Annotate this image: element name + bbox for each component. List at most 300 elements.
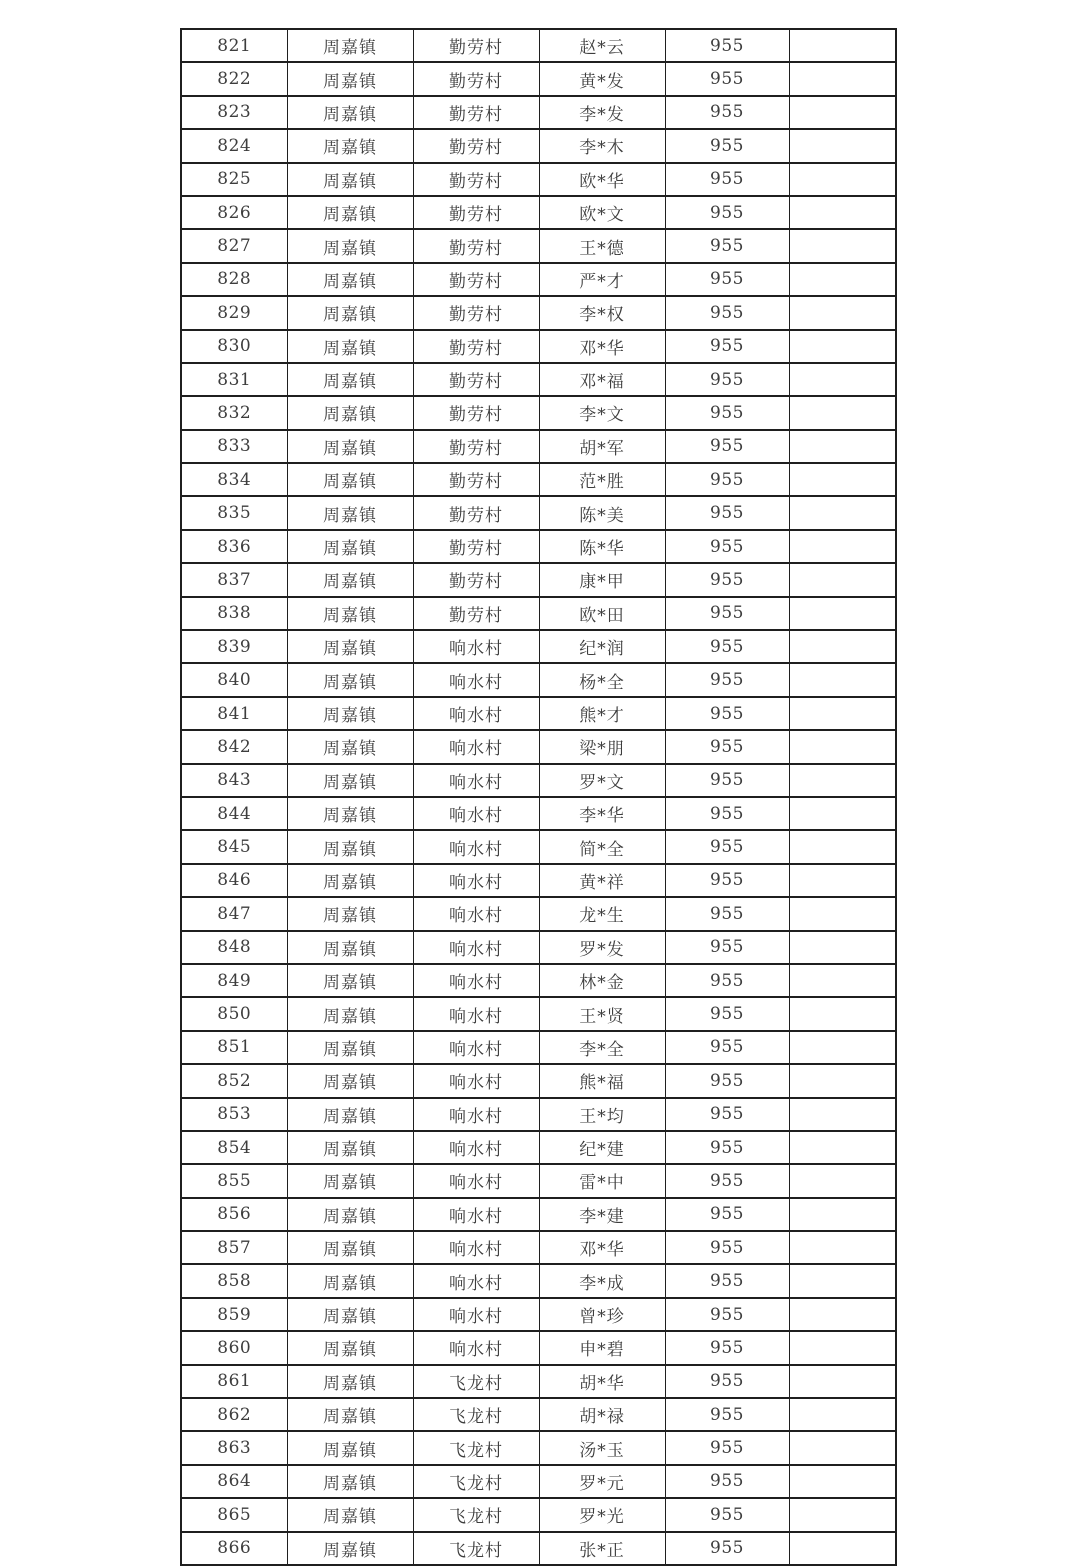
table-row — [181, 330, 896, 363]
cell-empty — [789, 964, 896, 997]
table-row — [181, 563, 896, 596]
cell-masked-name: 李*权 — [539, 296, 665, 329]
table-body — [181, 29, 896, 1565]
cell-village: 响水村 — [413, 864, 539, 897]
cell-serial-number: 826 — [181, 196, 287, 229]
cell-empty — [789, 630, 896, 663]
cell-serial-number: 864 — [181, 1465, 287, 1498]
cell-amount: 955 — [665, 1131, 789, 1164]
cell-amount: 955 — [665, 430, 789, 463]
cell-serial-number: 821 — [181, 29, 287, 62]
cell-serial-number: 854 — [181, 1131, 287, 1164]
table-row — [181, 1465, 896, 1498]
cell-town: 周嘉镇 — [287, 1231, 413, 1264]
cell-village: 飞龙村 — [413, 1532, 539, 1565]
cell-serial-number: 842 — [181, 730, 287, 763]
cell-amount: 955 — [665, 864, 789, 897]
table-row — [181, 1198, 896, 1231]
cell-masked-name: 罗*光 — [539, 1498, 665, 1531]
cell-amount: 955 — [665, 997, 789, 1030]
cell-serial-number: 828 — [181, 263, 287, 296]
cell-empty — [789, 1398, 896, 1431]
cell-village: 飞龙村 — [413, 1465, 539, 1498]
cell-masked-name: 熊*才 — [539, 697, 665, 730]
cell-serial-number: 837 — [181, 563, 287, 596]
cell-amount: 955 — [665, 1365, 789, 1398]
cell-amount: 955 — [665, 1264, 789, 1297]
cell-village: 勤劳村 — [413, 62, 539, 95]
cell-empty — [789, 62, 896, 95]
cell-town: 周嘉镇 — [287, 697, 413, 730]
table-row — [181, 1331, 896, 1364]
cell-town: 周嘉镇 — [287, 196, 413, 229]
cell-amount: 955 — [665, 1331, 789, 1364]
cell-amount: 955 — [665, 163, 789, 196]
cell-masked-name: 欧*文 — [539, 196, 665, 229]
cell-village: 响水村 — [413, 1198, 539, 1231]
cell-empty — [789, 196, 896, 229]
cell-town: 周嘉镇 — [287, 530, 413, 563]
cell-village: 响水村 — [413, 1264, 539, 1297]
cell-masked-name: 王*均 — [539, 1098, 665, 1131]
table-row — [181, 1532, 896, 1565]
cell-town: 周嘉镇 — [287, 1064, 413, 1097]
cell-amount: 955 — [665, 630, 789, 663]
table-row — [181, 730, 896, 763]
cell-village: 响水村 — [413, 897, 539, 930]
cell-masked-name: 李*发 — [539, 96, 665, 129]
cell-amount: 955 — [665, 1431, 789, 1464]
cell-village: 飞龙村 — [413, 1498, 539, 1531]
cell-serial-number: 852 — [181, 1064, 287, 1097]
cell-masked-name: 陈*美 — [539, 496, 665, 529]
cell-empty — [789, 330, 896, 363]
cell-amount: 955 — [665, 29, 789, 62]
cell-empty — [789, 563, 896, 596]
cell-amount: 955 — [665, 1198, 789, 1231]
cell-serial-number: 841 — [181, 697, 287, 730]
cell-empty — [789, 163, 896, 196]
cell-empty — [789, 697, 896, 730]
cell-town: 周嘉镇 — [287, 363, 413, 396]
table-row — [181, 163, 896, 196]
cell-empty — [789, 1231, 896, 1264]
cell-empty — [789, 1498, 896, 1531]
cell-village: 勤劳村 — [413, 530, 539, 563]
table-row — [181, 62, 896, 95]
table-row — [181, 797, 896, 830]
cell-masked-name: 罗*发 — [539, 931, 665, 964]
cell-empty — [789, 864, 896, 897]
cell-serial-number: 832 — [181, 396, 287, 429]
table-row — [181, 1098, 896, 1131]
cell-village: 响水村 — [413, 1231, 539, 1264]
cell-empty — [789, 797, 896, 830]
cell-serial-number: 836 — [181, 530, 287, 563]
cell-village: 响水村 — [413, 764, 539, 797]
cell-masked-name: 杨*全 — [539, 663, 665, 696]
cell-masked-name: 赵*云 — [539, 29, 665, 62]
cell-town: 周嘉镇 — [287, 163, 413, 196]
cell-village: 勤劳村 — [413, 330, 539, 363]
cell-masked-name: 胡*禄 — [539, 1398, 665, 1431]
cell-empty — [789, 997, 896, 1030]
table-row — [181, 263, 896, 296]
cell-town: 周嘉镇 — [287, 62, 413, 95]
cell-masked-name: 王*贤 — [539, 997, 665, 1030]
cell-amount: 955 — [665, 1298, 789, 1331]
cell-serial-number: 844 — [181, 797, 287, 830]
table-row — [181, 1164, 896, 1197]
cell-masked-name: 李*华 — [539, 797, 665, 830]
cell-masked-name: 邓*华 — [539, 1231, 665, 1264]
cell-town: 周嘉镇 — [287, 296, 413, 329]
table-row — [181, 430, 896, 463]
cell-serial-number: 822 — [181, 62, 287, 95]
cell-amount: 955 — [665, 1465, 789, 1498]
cell-town: 周嘉镇 — [287, 496, 413, 529]
cell-town: 周嘉镇 — [287, 1298, 413, 1331]
cell-town: 周嘉镇 — [287, 931, 413, 964]
table-row — [181, 1031, 896, 1064]
cell-empty — [789, 1131, 896, 1164]
cell-amount: 955 — [665, 663, 789, 696]
cell-town: 周嘉镇 — [287, 1264, 413, 1297]
cell-amount: 955 — [665, 263, 789, 296]
cell-serial-number: 834 — [181, 463, 287, 496]
table-row — [181, 864, 896, 897]
cell-serial-number: 833 — [181, 430, 287, 463]
cell-amount: 955 — [665, 830, 789, 863]
cell-empty — [789, 597, 896, 630]
cell-amount: 955 — [665, 563, 789, 596]
cell-amount: 955 — [665, 1398, 789, 1431]
cell-serial-number: 843 — [181, 764, 287, 797]
cell-amount: 955 — [665, 129, 789, 162]
cell-amount: 955 — [665, 931, 789, 964]
cell-serial-number: 848 — [181, 931, 287, 964]
cell-village: 勤劳村 — [413, 96, 539, 129]
cell-village: 响水村 — [413, 1031, 539, 1064]
cell-village: 响水村 — [413, 630, 539, 663]
cell-masked-name: 邓*福 — [539, 363, 665, 396]
cell-serial-number: 855 — [181, 1164, 287, 1197]
cell-empty — [789, 363, 896, 396]
cell-village: 勤劳村 — [413, 163, 539, 196]
cell-empty — [789, 463, 896, 496]
cell-masked-name: 李*木 — [539, 129, 665, 162]
cell-village: 响水村 — [413, 1298, 539, 1331]
table-row — [181, 29, 896, 62]
cell-masked-name: 纪*建 — [539, 1131, 665, 1164]
table-row — [181, 396, 896, 429]
cell-empty — [789, 530, 896, 563]
cell-town: 周嘉镇 — [287, 730, 413, 763]
cell-masked-name: 申*碧 — [539, 1331, 665, 1364]
cell-empty — [789, 1031, 896, 1064]
cell-serial-number: 830 — [181, 330, 287, 363]
cell-village: 响水村 — [413, 931, 539, 964]
cell-village: 勤劳村 — [413, 196, 539, 229]
cell-village: 响水村 — [413, 964, 539, 997]
cell-amount: 955 — [665, 1098, 789, 1131]
cell-amount: 955 — [665, 196, 789, 229]
cell-empty — [789, 96, 896, 129]
cell-serial-number: 827 — [181, 229, 287, 262]
cell-amount: 955 — [665, 730, 789, 763]
cell-amount: 955 — [665, 463, 789, 496]
cell-town: 周嘉镇 — [287, 997, 413, 1030]
cell-serial-number: 853 — [181, 1098, 287, 1131]
cell-empty — [789, 1431, 896, 1464]
cell-amount: 955 — [665, 1532, 789, 1565]
cell-town: 周嘉镇 — [287, 663, 413, 696]
cell-village: 响水村 — [413, 797, 539, 830]
cell-empty — [789, 1365, 896, 1398]
cell-masked-name: 欧*华 — [539, 163, 665, 196]
cell-empty — [789, 897, 896, 930]
cell-masked-name: 纪*润 — [539, 630, 665, 663]
cell-masked-name: 严*才 — [539, 263, 665, 296]
cell-empty — [789, 1331, 896, 1364]
table-row — [181, 1298, 896, 1331]
cell-town: 周嘉镇 — [287, 96, 413, 129]
table-row — [181, 597, 896, 630]
cell-village: 响水村 — [413, 997, 539, 1030]
cell-serial-number: 824 — [181, 129, 287, 162]
cell-empty — [789, 29, 896, 62]
cell-empty — [789, 229, 896, 262]
table-row — [181, 897, 896, 930]
cell-empty — [789, 1465, 896, 1498]
cell-serial-number: 829 — [181, 296, 287, 329]
cell-serial-number: 835 — [181, 496, 287, 529]
cell-serial-number: 857 — [181, 1231, 287, 1264]
cell-village: 飞龙村 — [413, 1431, 539, 1464]
cell-empty — [789, 430, 896, 463]
cell-village: 响水村 — [413, 1098, 539, 1131]
cell-masked-name: 汤*玉 — [539, 1431, 665, 1464]
cell-empty — [789, 730, 896, 763]
cell-empty — [789, 396, 896, 429]
cell-town: 周嘉镇 — [287, 263, 413, 296]
table-row — [181, 1365, 896, 1398]
cell-empty — [789, 663, 896, 696]
cell-serial-number: 860 — [181, 1331, 287, 1364]
cell-town: 周嘉镇 — [287, 1031, 413, 1064]
cell-masked-name: 罗*元 — [539, 1465, 665, 1498]
cell-village: 勤劳村 — [413, 396, 539, 429]
cell-masked-name: 梁*朋 — [539, 730, 665, 763]
table-row — [181, 1264, 896, 1297]
cell-town: 周嘉镇 — [287, 396, 413, 429]
cell-town: 周嘉镇 — [287, 330, 413, 363]
cell-masked-name: 简*全 — [539, 830, 665, 863]
cell-empty — [789, 1198, 896, 1231]
cell-masked-name: 黄*祥 — [539, 864, 665, 897]
cell-village: 飞龙村 — [413, 1365, 539, 1398]
cell-serial-number: 851 — [181, 1031, 287, 1064]
cell-empty — [789, 931, 896, 964]
cell-village: 响水村 — [413, 1064, 539, 1097]
cell-serial-number: 840 — [181, 663, 287, 696]
cell-empty — [789, 1264, 896, 1297]
cell-town: 周嘉镇 — [287, 1198, 413, 1231]
cell-serial-number: 839 — [181, 630, 287, 663]
cell-village: 响水村 — [413, 1131, 539, 1164]
table-row — [181, 764, 896, 797]
cell-amount: 955 — [665, 597, 789, 630]
cell-town: 周嘉镇 — [287, 1431, 413, 1464]
table-row — [181, 1498, 896, 1531]
cell-empty — [789, 830, 896, 863]
table-row — [181, 363, 896, 396]
cell-amount: 955 — [665, 1231, 789, 1264]
table-row — [181, 697, 896, 730]
cell-empty — [789, 129, 896, 162]
table-row — [181, 1064, 896, 1097]
cell-village: 勤劳村 — [413, 296, 539, 329]
table-row — [181, 530, 896, 563]
cell-village: 响水村 — [413, 697, 539, 730]
cell-serial-number: 863 — [181, 1431, 287, 1464]
cell-serial-number: 866 — [181, 1532, 287, 1565]
cell-empty — [789, 1064, 896, 1097]
cell-masked-name: 曾*珍 — [539, 1298, 665, 1331]
cell-amount: 955 — [665, 296, 789, 329]
cell-village: 勤劳村 — [413, 363, 539, 396]
roster-table — [180, 28, 897, 1566]
table-row — [181, 1231, 896, 1264]
cell-village: 勤劳村 — [413, 229, 539, 262]
cell-amount: 955 — [665, 1498, 789, 1531]
cell-amount: 955 — [665, 964, 789, 997]
cell-village: 勤劳村 — [413, 29, 539, 62]
cell-masked-name: 林*金 — [539, 964, 665, 997]
cell-town: 周嘉镇 — [287, 964, 413, 997]
cell-serial-number: 850 — [181, 997, 287, 1030]
table-row — [181, 663, 896, 696]
cell-amount: 955 — [665, 897, 789, 930]
cell-masked-name: 龙*生 — [539, 897, 665, 930]
cell-serial-number: 838 — [181, 597, 287, 630]
cell-town: 周嘉镇 — [287, 463, 413, 496]
cell-town: 周嘉镇 — [287, 1164, 413, 1197]
cell-serial-number: 846 — [181, 864, 287, 897]
cell-village: 响水村 — [413, 1331, 539, 1364]
cell-masked-name: 胡*军 — [539, 430, 665, 463]
cell-serial-number: 865 — [181, 1498, 287, 1531]
table-row — [181, 96, 896, 129]
cell-empty — [789, 296, 896, 329]
table-row — [181, 1398, 896, 1431]
cell-serial-number: 823 — [181, 96, 287, 129]
table-row — [181, 1431, 896, 1464]
table-row — [181, 931, 896, 964]
cell-amount: 955 — [665, 62, 789, 95]
cell-town: 周嘉镇 — [287, 1465, 413, 1498]
cell-town: 周嘉镇 — [287, 1365, 413, 1398]
cell-amount: 955 — [665, 396, 789, 429]
cell-empty — [789, 1532, 896, 1565]
cell-amount: 955 — [665, 1064, 789, 1097]
cell-amount: 955 — [665, 229, 789, 262]
cell-masked-name: 邓*华 — [539, 330, 665, 363]
cell-village: 勤劳村 — [413, 597, 539, 630]
cell-town: 周嘉镇 — [287, 897, 413, 930]
cell-masked-name: 李*文 — [539, 396, 665, 429]
cell-serial-number: 825 — [181, 163, 287, 196]
cell-empty — [789, 263, 896, 296]
cell-amount: 955 — [665, 363, 789, 396]
cell-town: 周嘉镇 — [287, 29, 413, 62]
table-row — [181, 496, 896, 529]
cell-masked-name: 李*全 — [539, 1031, 665, 1064]
cell-serial-number: 859 — [181, 1298, 287, 1331]
cell-amount: 955 — [665, 764, 789, 797]
cell-serial-number: 861 — [181, 1365, 287, 1398]
table-row — [181, 997, 896, 1030]
cell-amount: 955 — [665, 1031, 789, 1064]
cell-village: 勤劳村 — [413, 129, 539, 162]
table-row — [181, 129, 896, 162]
table-row — [181, 830, 896, 863]
cell-masked-name: 范*胜 — [539, 463, 665, 496]
cell-amount: 955 — [665, 330, 789, 363]
cell-village: 勤劳村 — [413, 563, 539, 596]
cell-town: 周嘉镇 — [287, 1331, 413, 1364]
cell-serial-number: 862 — [181, 1398, 287, 1431]
cell-town: 周嘉镇 — [287, 797, 413, 830]
cell-masked-name: 胡*华 — [539, 1365, 665, 1398]
cell-town: 周嘉镇 — [287, 764, 413, 797]
cell-amount: 955 — [665, 530, 789, 563]
cell-village: 响水村 — [413, 830, 539, 863]
cell-masked-name: 张*正 — [539, 1532, 665, 1565]
table-row — [181, 196, 896, 229]
cell-empty — [789, 1298, 896, 1331]
cell-serial-number: 847 — [181, 897, 287, 930]
cell-town: 周嘉镇 — [287, 563, 413, 596]
cell-village: 勤劳村 — [413, 430, 539, 463]
cell-village: 响水村 — [413, 730, 539, 763]
cell-amount: 955 — [665, 496, 789, 529]
cell-masked-name: 熊*福 — [539, 1064, 665, 1097]
cell-masked-name: 雷*中 — [539, 1164, 665, 1197]
cell-village: 勤劳村 — [413, 463, 539, 496]
cell-amount: 955 — [665, 697, 789, 730]
cell-village: 勤劳村 — [413, 496, 539, 529]
cell-town: 周嘉镇 — [287, 1131, 413, 1164]
cell-village: 响水村 — [413, 1164, 539, 1197]
cell-town: 周嘉镇 — [287, 597, 413, 630]
cell-town: 周嘉镇 — [287, 430, 413, 463]
cell-masked-name: 李*成 — [539, 1264, 665, 1297]
cell-serial-number: 858 — [181, 1264, 287, 1297]
cell-masked-name: 康*甲 — [539, 563, 665, 596]
cell-masked-name: 陈*华 — [539, 530, 665, 563]
cell-village: 勤劳村 — [413, 263, 539, 296]
cell-empty — [789, 496, 896, 529]
cell-town: 周嘉镇 — [287, 1532, 413, 1565]
cell-town: 周嘉镇 — [287, 864, 413, 897]
cell-town: 周嘉镇 — [287, 1098, 413, 1131]
cell-town: 周嘉镇 — [287, 129, 413, 162]
cell-town: 周嘉镇 — [287, 229, 413, 262]
cell-town: 周嘉镇 — [287, 830, 413, 863]
cell-amount: 955 — [665, 1164, 789, 1197]
cell-masked-name: 王*德 — [539, 229, 665, 262]
